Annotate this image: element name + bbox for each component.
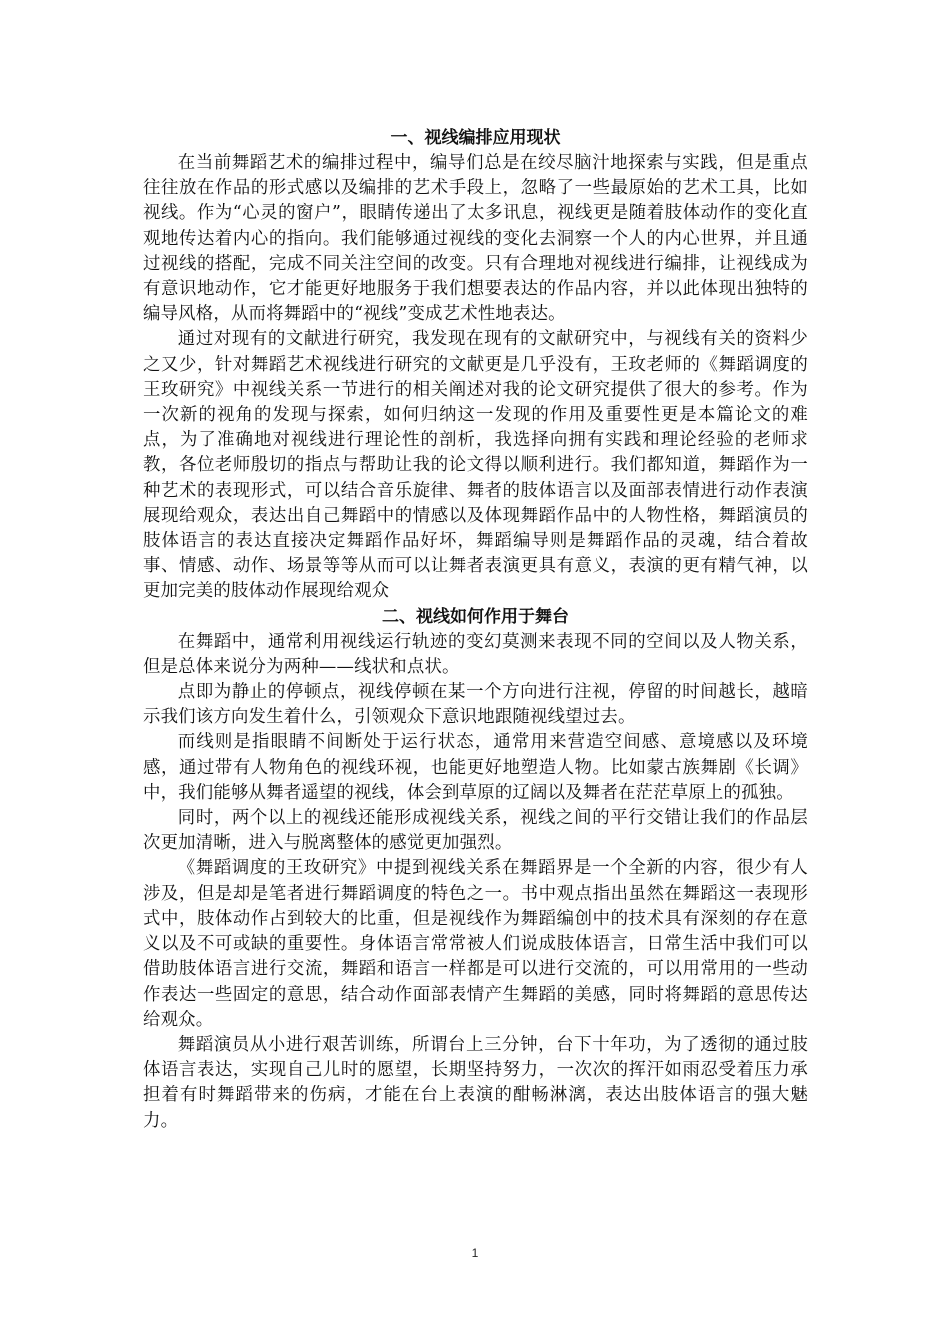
paragraph: 点即为静止的停顿点，视线停顿在某一个方向进行注视，停留的时间越长，越暗示我们该方向发生着什么，引领观众下意识地跟随视线望过去。 — [143, 682, 808, 728]
paragraph: 在舞蹈中，通常利用视线运行轨迹的变幻莫测来表现不同的空间以及人物关系，但是总体来说分为两种——线状和点状。 — [143, 631, 808, 677]
paragraph: 在当前舞蹈艺术的编排过程中，编导们总是在绞尽脑汁地探索与实践，但是重点往往放在作品的形式感以及编排的艺术手段上，忽略了一些最原始的艺术工具，比如视线。作为“心灵的窗户”，眼睛传递出了太多讯息，视线更是随着肢体动作的变化直观地传达着内心的指向。我们能够通过视线的变化去洞察一个人的内心世界，并且通过视线的搭配，完成不同关注空间的改变。只有合理地对视线进行编排，让视线成为有意识地动作，它才能更好地服务于我们想要表达的作品内容，并以此体现出独特的编导风格，从而将舞蹈中的“视线”变成艺术性地表达。 — [143, 153, 808, 325]
paragraph: 同时，两个以上的视线还能形成视线关系，视线之间的平行交错让我们的作品层次更加清晰，进入与脱离整体的感觉更加强烈。 — [143, 808, 808, 854]
section-heading: 一、视线编排应用现状 — [390, 128, 561, 148]
section-heading: 二、视线如何作用于舞台 — [382, 606, 569, 627]
document-body — [143, 126, 808, 1134]
paragraph: 《舞蹈调度的王玫研究》中提到视线关系在舞蹈界是一个全新的内容，很少有人涉及，但是却是笔者进行舞蹈调度的特色之一。书中观点指出虽然在舞蹈这一表现形式中，肢体动作占到较大的比重，但是视线作为舞蹈编创中的技术具有深刻的存在意义以及不可或缺的重要性。身体语言常常被人们说成肢体语言，日常生活中我们可以借助肢体语言进行交流，舞蹈和语言一样都是可以进行交流的，可以用常用的一些动作表达一些固定的意思，结合动作面部表情产生舞蹈的美感，同时将舞蹈的意思传达给观众。 — [143, 858, 808, 1030]
paragraph: 而线则是指眼睛不间断处于运行状态，通常用来营造空间感、意境感以及环境感，通过带有人物角色的视线环视，也能更好地塑造人物。比如蒙古族舞剧《长调》中，我们能够从舞者遥望的视线，体会到草原的辽阔以及舞者在茫茫草原上的孤独。 — [143, 732, 808, 803]
page-number: 1 — [471, 1246, 479, 1260]
paragraph: 舞蹈演员从小进行艰苦训练，所谓台上三分钟，台下十年功，为了透彻的通过肢体语言表达，实现自己儿时的愿望，长期坚持努力，一次次的挥汗如雨忍受着压力承担着有时舞蹈带来的伤病，才能在台上表演的酣畅淋漓，表达出肢体语言的强大魅力。 — [143, 1034, 808, 1131]
paragraph: 通过对现有的文献进行研究，我发现在现有的文献研究中，与视线有关的资料少之又少，针对舞蹈艺术视线进行研究的文献更是几乎没有，王玫老师的《舞蹈调度的王玫研究》中视线关系一节进行的相关阐述对我的论文研究提供了很大的参考。作为一次新的视角的发现与探索，如何归纳这一发现的作用及重要性更是本篇论文的难点，为了准确地对视线进行理论性的剖析，我选择向拥有实践和理论经验的老师求教，各位老师殷切的指点与帮助让我的论文得以顺利进行。我们都知道，舞蹈作为一种艺术的表现形式，可以结合音乐旋律、舞者的肢体语言以及面部表情进行动作表演展现给观众，表达出自己舞蹈中的情感以及体现舞蹈作品中的人物性格，舞蹈演员的肢体语言的表达直接决定舞蹈作品好坏，舞蹈编导则是舞蹈作品的灵魂，结合着故事、情感、动作、场景等等从而可以让舞者表演更具有意义，表演的更有精气神，以更加完美的肢体动作展现给观众 — [143, 329, 808, 602]
